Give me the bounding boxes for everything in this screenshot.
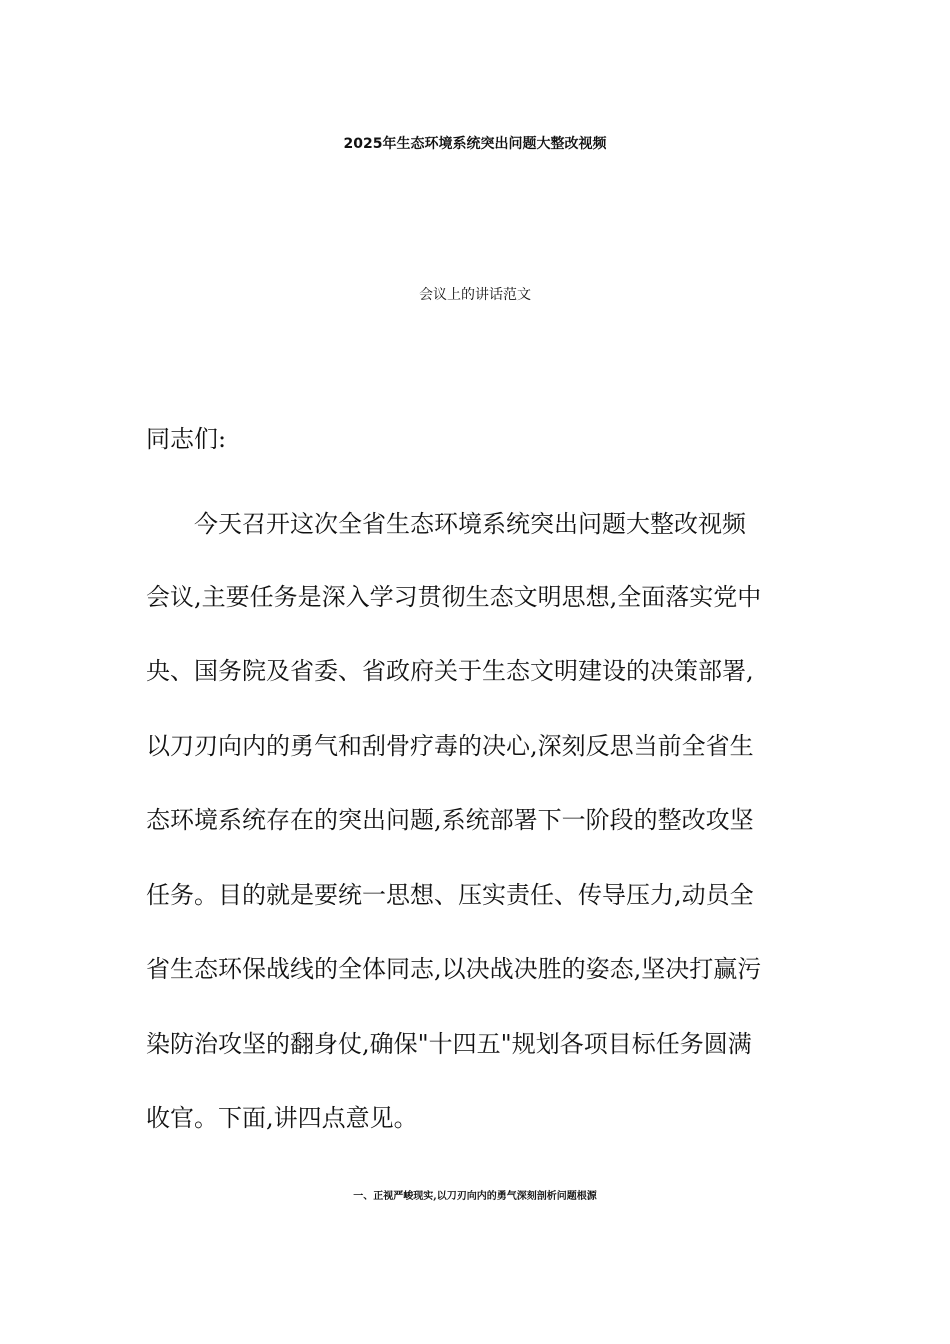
paragraph-line: 态环境系统存在的突出问题,系统部署下一阶段的整改攻坚 [146,806,754,834]
paragraph-line: 央、国务院及省委、省政府关于生态文明建设的决策部署, [146,657,754,685]
paragraph-line: 今天召开这次全省生态环境系统突出问题大整改视频 [194,510,746,538]
salutation: 同志们: [146,425,227,453]
paragraph-line: 收官。下面,讲四点意见。 [146,1104,418,1132]
document-title-line-2: 会议上的讲话范文 [419,287,531,303]
paragraph-line: 会议,主要任务是深入学习贯彻生态文明思想,全面落实党中 [146,583,762,611]
paragraph-line: 以刀刃向内的勇气和刮骨疗毒的决心,深刻反思当前全省生 [146,732,754,760]
paragraph-line: 染防治攻坚的翻身仗,确保"十四五"规划各项目标任务圆满 [146,1030,752,1058]
section-heading: 一、正视严峻现实,以刀刃向内的勇气深刻剖析问题根源 [353,1191,597,1202]
document-title-line-1: 2025年生态环境系统突出问题大整改视频 [343,136,607,152]
paragraph-line: 任务。目的就是要统一思想、压实责任、传导压力,动员全 [146,881,754,909]
paragraph-line: 省生态环保战线的全体同志,以决战决胜的姿态,坚决打赢污 [146,955,762,983]
